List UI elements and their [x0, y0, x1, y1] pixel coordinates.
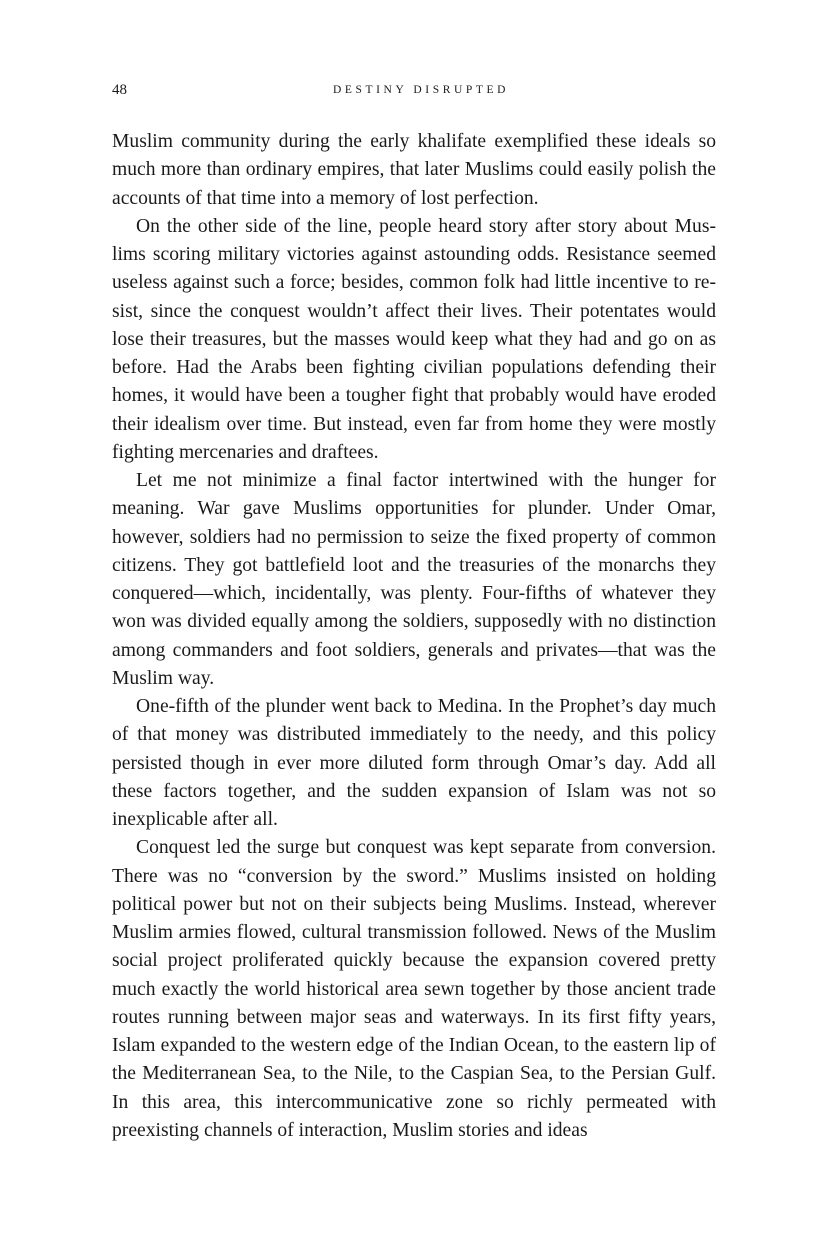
paragraph-1: Muslim community during the early khalifate exemplified these ideals so much more than ordinary empires, that later Muslims could easily polish the accounts of that time into a memory of lost perfection.: [112, 131, 716, 209]
page-number: 48: [112, 82, 127, 98]
running-title: DESTINY DISRUPTED: [332, 84, 510, 96]
paragraph-4: One-fifth of the plunder went back to Medina. In the Prophet’s day much of that money was distributed immediately to the needy, and this policy persisted though in ever more diluted form through Omar’s day. Add all these factors together, and the sudden expansion of Islam was not so inexplicable after all.: [112, 696, 716, 830]
paragraph-3: Let me not minimize a final factor intertwined with the hunger for meaning. War gave Muslims opportunities for plunder. Under Omar, however, soldiers had no permission to seize the fixed property of common citizens. They got battlefield loot and the treasuries of the monarchs they conquered—which, incidentally, was plenty. Four-fifths of whatever they won was divided equally among the soldiers, supposedly with no distinction among commanders and foot soldiers, generals and privates—that was the Muslim way.: [112, 470, 716, 689]
running-head: [112, 80, 716, 100]
paragraph-5: Conquest led the surge but conquest was kept separate from conversion. There was no “conversion by the sword.” Muslims insisted on holding political power but not on their subjects being Muslims. Instead, wherever Muslim armies flowed, cultural transmission followed. News of the Muslim social project proliferated quickly because the expansion covered pretty much exactly the world historical area sewn together by those ancient trade routes running between major seas and waterways. In its first fifty years, Islam expanded to the western edge of the Indian Ocean, to the eastern lip of the Mediterranean Sea, to the Nile, to the Caspian Sea, to the Persian Gulf. In this area, this intercommunicative zone so richly permeated with preexisting channels of interaction, Muslim stories and ideas: [112, 837, 716, 1141]
book-page: [112, 0, 716, 1250]
body-text: [112, 128, 716, 1145]
paragraph-2: On the other side of the line, people heard story after story about Muslims scoring military victories against astounding odds. Resistance seemed useless against such a force; besides, common folk had little incentive to resist, since the conquest wouldn’t affect their lives. Their potentates would lose their treasures, but the masses would keep what they had and go on as before. Had the Arabs been fighting civilian populations defending their homes, it would have been a tougher fight that probably would have eroded their idealism over time. But instead, even far from home they were mostly fighting mercenaries and draftees.: [112, 215, 716, 463]
